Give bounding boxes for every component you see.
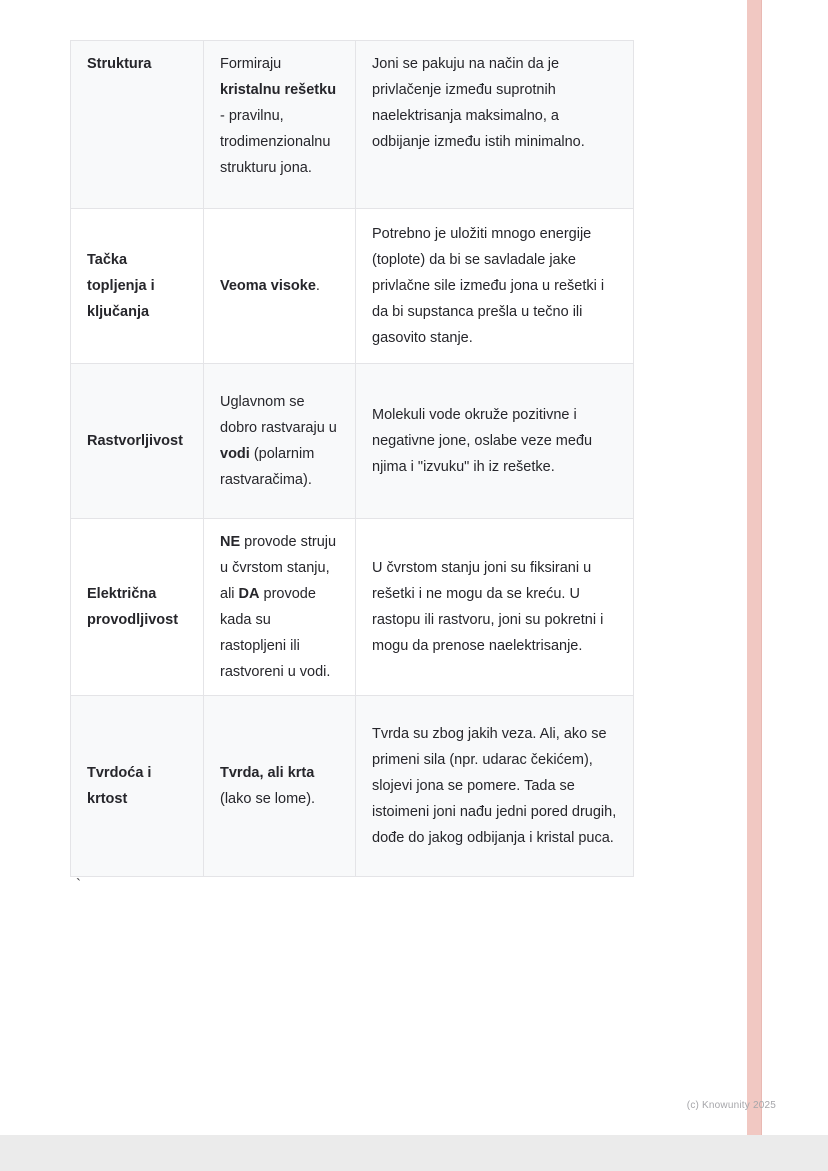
properties-table [70, 40, 634, 877]
footer-credit: (c) Knowunity 2025 [686, 1100, 776, 1111]
cell-value: Uglavnom se dobro rastvaraju u vodi (polarnim rastvaračima). [204, 364, 356, 519]
cell-explanation: Joni se pakuju na način da je privlačenje između suprotnih naelektrisanja maksimalno, a odbijanje između istih minimalno. [356, 41, 634, 209]
cell-value: NE provode struju u čvrstom stanju, ali DA provode kada su rastopljeni ili rastvoreni u vodi. [204, 519, 356, 696]
table-row [71, 696, 634, 877]
cell-explanation: Potrebno je uložiti mnogo energije (toplote) da bi se savladale jake privlačne sile između jona u rešetki i da bi supstanca prešla u tečno ili gasovito stanje. [356, 209, 634, 364]
cell-value: Formiraju kristalnu rešetku - pravilnu, trodimenzionalnu strukturu jona. [204, 41, 356, 209]
table-row [71, 41, 634, 209]
page-margin-stripe [747, 0, 762, 1135]
cell-property: Tvrdoća i krtost [71, 696, 204, 877]
stray-backtick-mark: ` [76, 876, 81, 893]
cell-explanation: Tvrda su zbog jakih veza. Ali, ako se primeni sila (npr. udarac čekićem), slojevi jona se pomere. Tada se istoimeni joni nađu jedni pored drugih, dođe do jakog odbijanja i kristal puca. [356, 696, 634, 877]
table-row [71, 519, 634, 696]
page-bottom-gap [0, 1135, 828, 1171]
cell-property: Električna provodljivost [71, 519, 204, 696]
cell-property: Rastvorljivost [71, 364, 204, 519]
cell-explanation: Molekuli vode okruže pozitivne i negativne jone, oslabe veze među njima i "izvuku" ih iz rešetke. [356, 364, 634, 519]
cell-property: Tačka topljenja i ključanja [71, 209, 204, 364]
table-body [71, 41, 634, 877]
table-row [71, 209, 634, 364]
cell-value: Tvrda, ali krta (lako se lome). [204, 696, 356, 877]
cell-property: Struktura [71, 41, 204, 209]
table-row [71, 364, 634, 519]
cell-value: Veoma visoke. [204, 209, 356, 364]
cell-explanation: U čvrstom stanju joni su fiksirani u rešetki i ne mogu da se kreću. U rastopu ili rastvoru, joni su pokretni i mogu da prenose naelektrisanje. [356, 519, 634, 696]
